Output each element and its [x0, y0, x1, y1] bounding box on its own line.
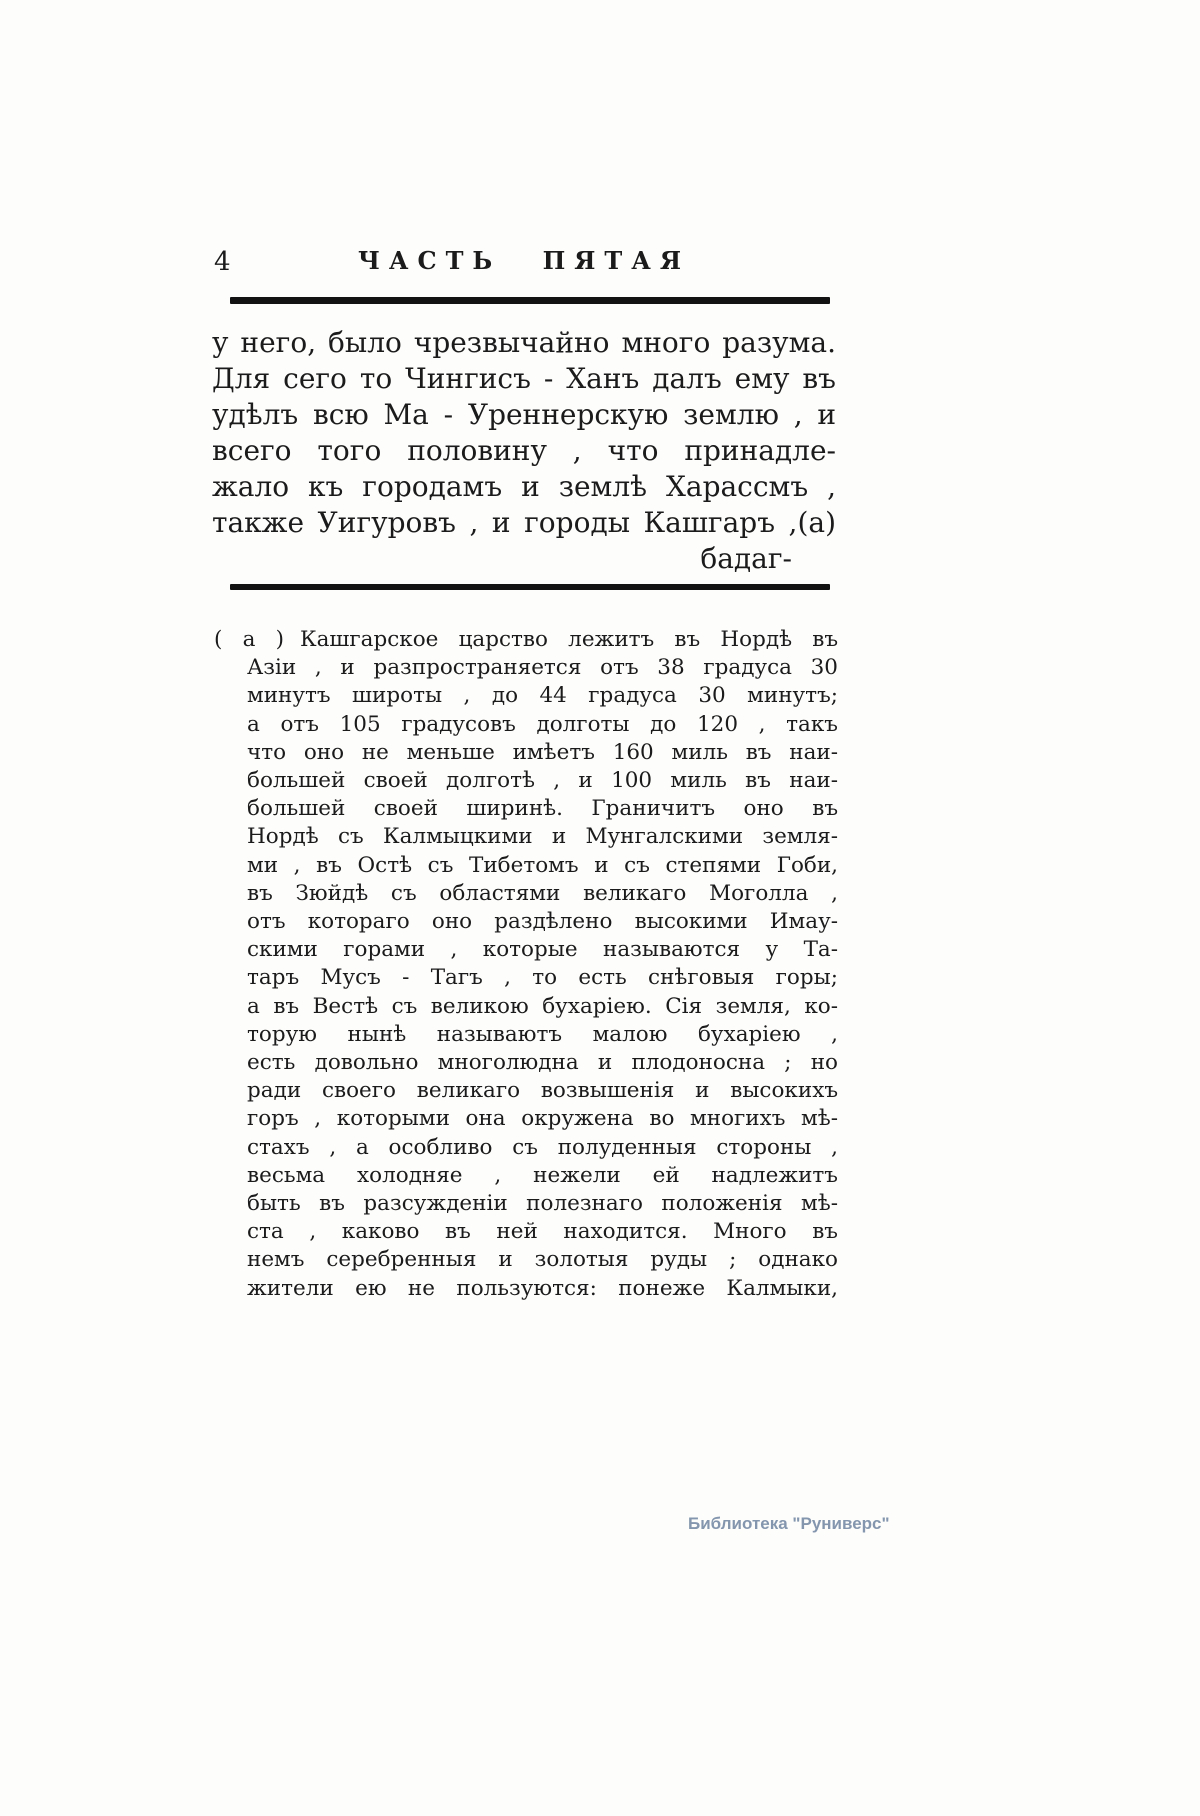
footnote-line: а отъ 105 градусовъ долготы до 120 , такъ — [247, 711, 838, 737]
main-text-line: удѣлъ всю Ма - Уреннерскую землю , и — [212, 398, 836, 431]
footnote-line: быть въ разсужденіи полезнаго положенія мѣ- — [247, 1191, 838, 1217]
footnote-line: весьма холодняе , нежели ей надлежитъ — [247, 1162, 838, 1188]
footnote-line: что оно не меньше имѣетъ 160 миль въ наи- — [247, 739, 838, 765]
footnote-line: горъ , которыми она окружена во многихъ мѣ- — [247, 1106, 838, 1132]
library-watermark: Библиотека "Руниверс" — [688, 1514, 890, 1533]
page-header — [212, 244, 836, 284]
divider-rule-top — [230, 297, 830, 304]
divider-rule-footnote — [230, 584, 830, 590]
footnote-line: Азіи , и разпространяется отъ 38 градуса 30 — [247, 655, 838, 681]
main-text-line: Для сего то Чингисъ - Ханъ далъ ему въ — [212, 362, 836, 395]
footnote-line: ми , въ Остѣ съ Тибетомъ и съ степями Гоби, — [247, 852, 838, 878]
footnote-line: большей своей долготѣ , и 100 миль въ наи- — [247, 768, 838, 794]
footnote-line: немъ серебренныя и золотыя руды ; однако — [247, 1247, 838, 1273]
footnote-block — [214, 626, 838, 1303]
main-text-line: также Уигуровъ , и городы Кашгаръ ,(а) — [212, 506, 836, 539]
running-title: ЧАСТЬ ПЯТАЯ — [358, 246, 690, 275]
main-text-line: у него, было чрезвычайно много разума. — [212, 326, 836, 359]
footnote-line: таръ Мусъ - Тагъ , то есть снѣговыя горы; — [247, 965, 838, 991]
footnote-line: есть довольно многолюдна и плодоносна ; но — [247, 1050, 838, 1076]
footnote-line: а въ Вестѣ съ великою бухаріею. Сія земля, ко- — [247, 993, 838, 1019]
footnote-line: скими горами , которые называются у Та- — [247, 937, 838, 963]
footnote-line: отъ котораго оно раздѣлено высокими Имау- — [247, 909, 838, 935]
footnote-line: въ Зюйдѣ съ областями великаго Моголла , — [247, 880, 838, 906]
footnote-marker: ( а ) — [214, 627, 284, 652]
footnote-line: стахъ , а особливо съ полуденныя стороны , — [247, 1134, 838, 1160]
footnote-line: ради своего великаго возвышенія и высокихъ — [247, 1078, 838, 1104]
main-text-block — [212, 325, 836, 577]
footnote-line: торую нынѣ называютъ малою бухаріею , — [247, 1021, 838, 1047]
footnote-line — [214, 626, 838, 654]
footnote-line: жители ею не пользуются: понеже Калмыки, — [247, 1275, 838, 1301]
footnote-line: Нордѣ съ Калмыцкими и Мунгалскими земля- — [247, 824, 838, 850]
footnote-line: минутъ широты , до 44 градуса 30 минутъ; — [247, 683, 838, 709]
footnote-line-text: Кашгарское царство лежитъ въ Нордѣ въ — [299, 627, 838, 652]
main-text-line: всего того половину , что принадле- — [212, 434, 836, 467]
footnote-line: ста , каково въ ней находится. Много въ — [247, 1219, 838, 1245]
page-number: 4 — [214, 247, 231, 277]
catchword: бадаг- — [700, 542, 792, 575]
main-text-line: жало къ городамъ и землѣ Харассмъ , — [212, 470, 836, 503]
footnote-line: большей своей ширинѣ. Граничитъ оно въ — [247, 796, 838, 822]
